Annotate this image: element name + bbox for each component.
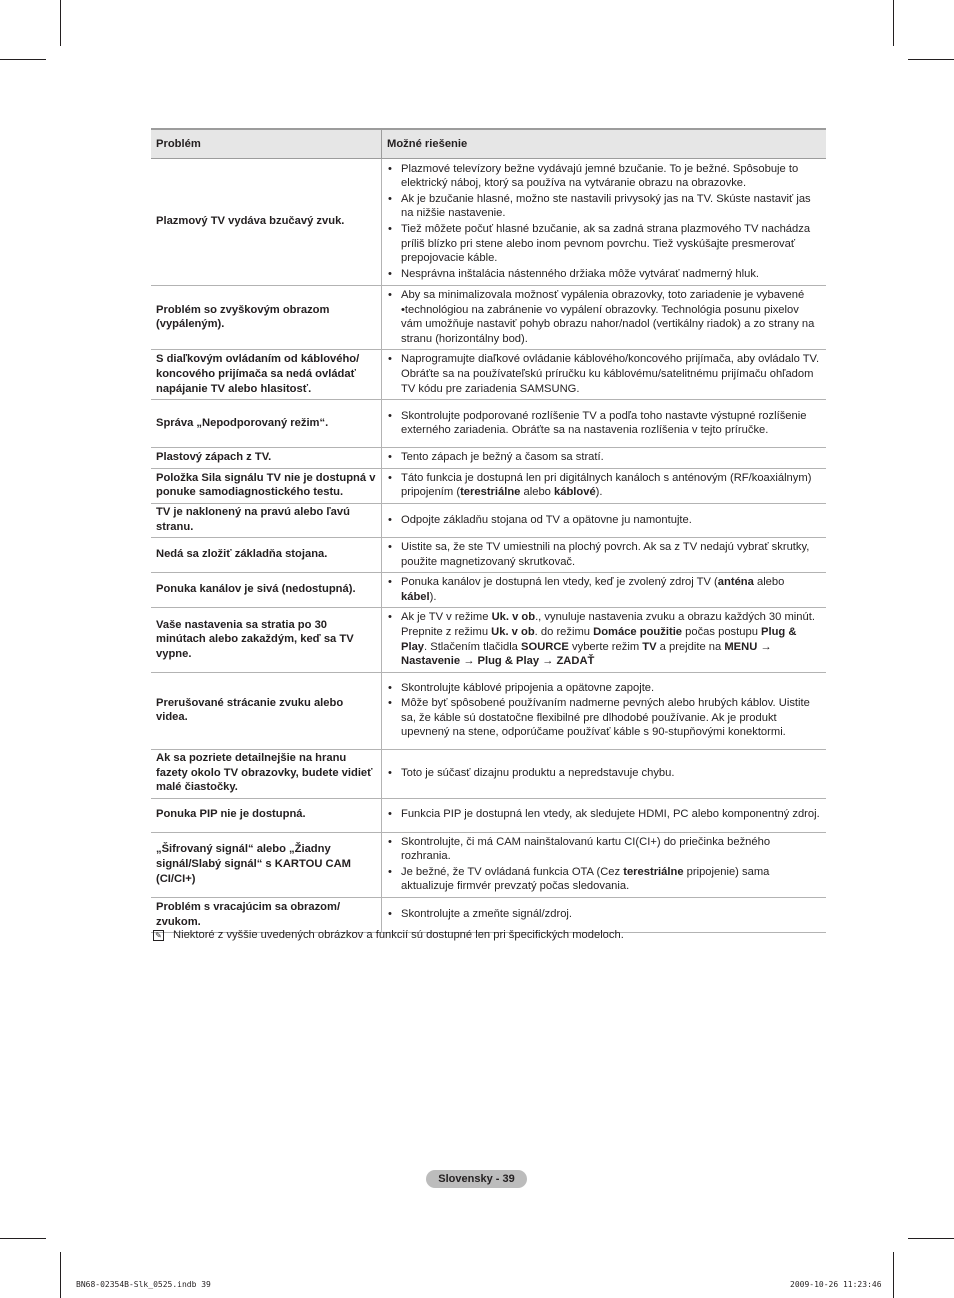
solution-item: • Tiež môžete počuť hlasné bzučanie, ak sa zadná strana plazmového TV nachádza príliš blízko pri stene alebo inom pevnom povrchu. Tiež vyskúšajte presmerovať prepojovacie káble.: [401, 222, 821, 266]
problem-cell: Problém so zvyškovým obrazom (vypáleným).: [151, 286, 382, 350]
solution-item: • Uistite sa, že ste TV umiestnili na plochý povrch. Ak sa z TV nedajú vybrať skrutky, použite magnetizovaný skrutkovač.: [401, 540, 821, 569]
table-row: [151, 286, 826, 350]
solution-list: [387, 766, 821, 781]
solution-list: [387, 540, 821, 569]
crop-mark: [0, 1238, 46, 1239]
solution-item: • Funkcia PIP je dostupná len vtedy, ak sledujete HDMI, PC alebo komponentný zdroj.: [401, 807, 821, 822]
problem-cell: Plazmový TV vydáva bzučavý zvuk.: [151, 159, 382, 286]
problem-cell: Položka Sila signálu TV nie je dostupná v ponuke samodiagnostického testu.: [151, 468, 382, 503]
table-body: [151, 159, 826, 933]
solution-cell: [382, 350, 827, 400]
solution-item: • Táto funkcia je dostupná len pri digitálnych kanáloch s anténovým (RF/koaxiálnym) pripojením (terestriálne alebo káblové).: [401, 471, 821, 500]
solution-list: [387, 288, 821, 346]
solution-cell: [382, 448, 827, 469]
solution-list: [387, 610, 821, 668]
solution-item: • Je bežné, že TV ovládaná funkcia OTA (Cez terestriálne pripojenie) sama aktualizuje firmvér prevzatý počas sledovania.: [401, 865, 821, 894]
solution-cell: [382, 573, 827, 608]
solution-cell: [382, 608, 827, 672]
problem-cell: „Šifrovaný signál“ alebo „Žiadny signál/Slabý signál“ s KARTOU CAM (CI/CI+): [151, 832, 382, 897]
table-row: [151, 159, 826, 286]
table-row: [151, 832, 826, 897]
problem-cell: Správa „Nepodporovaný režim“.: [151, 400, 382, 448]
solution-item: • Naprogramujte diaľkové ovládanie káblového/koncového prijímača, aby ovládalo TV. Obráťte sa na používateľskú príručku ku káblovému/satelitnému prijímaču ohľadom TV kódu pre zariadenia SAMSUNG.: [401, 352, 821, 396]
table-row: [151, 672, 826, 749]
solution-list: [387, 575, 821, 604]
solution-item: • Tento zápach je bežný a časom sa stratí.: [401, 450, 821, 465]
solution-item: • Nesprávna inštalácia nástenného držiaka môže vytvárať nadmerný hluk.: [401, 267, 821, 282]
solution-cell: [382, 798, 827, 832]
solution-item: • Skontrolujte podporované rozlíšenie TV a podľa toho nastavte výstupné rozlíšenie externého zariadenia. Obráťte sa na nastavenia rozlíšenia v tejto príručke.: [401, 409, 821, 438]
solution-item: • Skontrolujte a zmeňte signál/zdroj.: [401, 907, 821, 922]
solution-list: [387, 471, 821, 500]
problem-cell: Plastový zápach z TV.: [151, 448, 382, 469]
solution-cell: [382, 286, 827, 350]
solution-item: • Ak je bzučanie hlasné, možno ste nastavili privysoký jas na TV. Skúste nastaviť jas na nižšie nastavenie.: [401, 192, 821, 221]
imprint-timestamp: 2009-10-26 11:23:46: [790, 1280, 882, 1289]
table-row: [151, 468, 826, 503]
problem-cell: Ak sa pozriete detailnejšie na hranu fazety okolo TV obrazovky, budete vidieť malé čiastočky.: [151, 749, 382, 798]
problem-cell: Nedá sa zložiť základňa stojana.: [151, 537, 382, 572]
solution-item: • Aby sa minimalizovala možnosť vypálenia obrazovky, toto zariadenie je vybavené •technológiou na zabránenie vo vypálení obrazovky. Technológia posunu pixelov vám umožňuje nastaviť pohyb obrazu nahor/nadol (vertikálny riadok) a zo strany na stranu (horizontálny bod).: [401, 288, 821, 346]
solution-cell: [382, 672, 827, 749]
solution-list: [387, 513, 821, 528]
table-row: [151, 400, 826, 448]
solution-cell: [382, 749, 827, 798]
solution-cell: [382, 898, 827, 933]
solution-cell: [382, 159, 827, 286]
solution-list: [387, 352, 821, 396]
table-row: [151, 608, 826, 672]
table-row: [151, 573, 826, 608]
solution-item: • Plazmové televízory bežne vydávajú jemné bzučanie. To je bežné. Spôsobuje to elektrický náboj, ktorý sa používa na vytváranie obrazu na obrazovke.: [401, 162, 821, 191]
solution-list: [387, 450, 821, 465]
table-row: [151, 749, 826, 798]
note-icon: ✎: [153, 930, 164, 941]
footnote-text: Niektoré z vyššie uvedených obrázkov a funkcií sú dostupné len pri špecifických modeloch.: [173, 929, 624, 941]
crop-mark: [893, 1252, 894, 1298]
crop-mark: [60, 1252, 61, 1298]
solution-item: • Odpojte základňu stojana od TV a opätovne ju namontujte.: [401, 513, 821, 528]
table-row: [151, 448, 826, 469]
solution-item: • Ponuka kanálov je dostupná len vtedy, keď je zvolený zdroj TV (anténa alebo kábel).: [401, 575, 821, 604]
solution-item: • Ak je TV v režime Uk. v ob., vynuluje nastavenia zvuku a obrazu každých 30 minút. Prepnite z režimu Uk. v ob. do režimu Domáce použitie počas postupu Plug & Play. Stlačením tlačidla SOURCE vyberte režim TV a prejdite na MENU → Nastavenie → Plug & Play → ZADAŤ: [401, 610, 821, 668]
solution-list: [387, 409, 821, 438]
solution-list: [387, 162, 821, 282]
solution-cell: [382, 832, 827, 897]
table-header-row: [151, 129, 826, 159]
troubleshooting-table: [151, 128, 826, 933]
imprint-file: BN68-02354B-Slk_0525.indb 39: [76, 1280, 211, 1289]
solution-cell: [382, 468, 827, 503]
crop-mark: [893, 0, 894, 46]
solution-item: • Môže byť spôsobené používaním nadmerne pevných alebo hrubých káblov. Uistite sa, že káble sú dostatočne flexibilné pre dlhodobé používanie. Ak je produkt upevnený na stene, odporúčame používať káble s 90-stupňovými konektormi.: [401, 696, 821, 740]
solution-item: • Skontrolujte, či má CAM nainštalovanú kartu CI(CI+) do priečinka bežného rozhrania.: [401, 835, 821, 864]
solution-cell: [382, 537, 827, 572]
crop-mark: [0, 59, 46, 60]
solution-list: [387, 907, 821, 922]
problem-cell: Ponuka PIP nie je dostupná.: [151, 798, 382, 832]
header-problem: Problém: [151, 129, 382, 159]
problem-cell: Prerušované strácanie zvuku alebo videa.: [151, 672, 382, 749]
solution-list: [387, 807, 821, 822]
table-row: [151, 537, 826, 572]
solution-cell: [382, 503, 827, 537]
solution-item: • Toto je súčasť dizajnu produktu a nepredstavuje chybu.: [401, 766, 821, 781]
problem-cell: S diaľkovým ovládaním od káblového/ koncového prijímača sa nedá ovládať napájanie TV alebo hlasitosť.: [151, 350, 382, 400]
crop-mark: [908, 59, 954, 60]
problem-cell: Vaše nastavenia sa stratia po 30 minútach alebo zakaždým, keď sa TV vypne.: [151, 608, 382, 672]
table-row: [151, 798, 826, 832]
problem-cell: Ponuka kanálov je sivá (nedostupná).: [151, 573, 382, 608]
solution-list: [387, 835, 821, 894]
page-number-badge: Slovensky - 39: [426, 1170, 527, 1188]
solution-list: [387, 681, 821, 740]
footnote: [153, 929, 624, 941]
header-solution: Možné riešenie: [382, 129, 827, 159]
table-row: [151, 503, 826, 537]
solution-cell: [382, 400, 827, 448]
crop-mark: [908, 1238, 954, 1239]
problem-cell: Problém s vracajúcim sa obrazom/ zvukom.: [151, 898, 382, 933]
table-row: [151, 350, 826, 400]
crop-mark: [60, 0, 61, 46]
table-row: [151, 898, 826, 933]
problem-cell: TV je naklonený na pravú alebo ľavú stranu.: [151, 503, 382, 537]
solution-item: • Skontrolujte káblové pripojenia a opätovne zapojte.: [401, 681, 821, 696]
